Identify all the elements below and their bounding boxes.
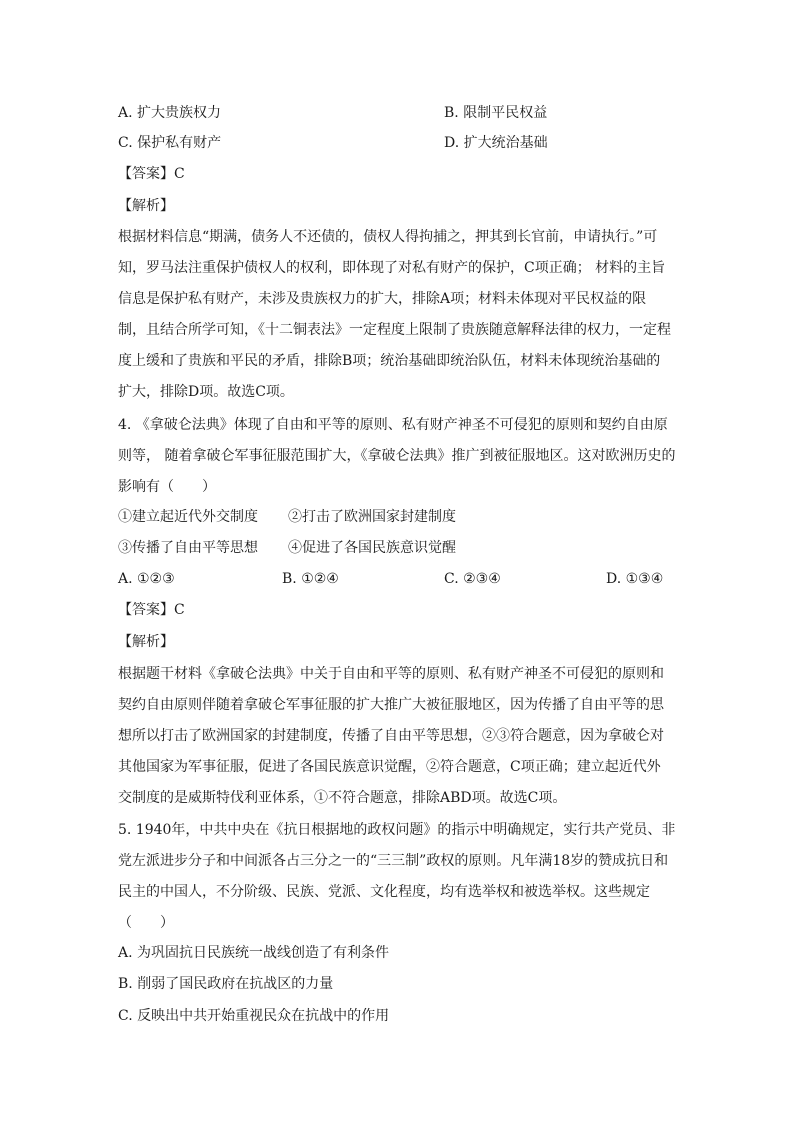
q4-stem-line: 4. 《拿破仑法典》体现了自由和平等的原则、私有财产神圣不可侵犯的原则和契约自由原 [118, 417, 668, 433]
q4-item-2: ②打击了欧洲国家封建制度 [288, 509, 456, 525]
q3-analysis-line: 知，罗马法注重保护债权人的权利，即体现了对私有财产的保护，C项正确； 材料的主旨 [118, 260, 666, 276]
q4-analysis-line: 根据题干材料《拿破仑法典》中关于自由和平等的原则、私有财产神圣不可侵犯的原则和 [118, 666, 664, 682]
q4-item-3: ③传播了自由平等思想 [118, 540, 258, 556]
q4-option-d: D. ①③④ [606, 571, 664, 587]
q5-stem-line: 党左派进步分子和中间派各占三分之一的“三三制”政权的原则。凡年满18岁的赞成抗日和 [118, 853, 669, 869]
q4-analysis-line: 交制度的是威斯特伐利亚体系，①不符合题意，排除ABD项。故选C项。 [118, 790, 567, 806]
q5-option-a: A. 为巩固抗日民族统一战线创造了有利条件 [118, 945, 390, 961]
q4-stem-line: 影响有（ ） [118, 479, 216, 495]
q4-item-1: ①建立起近代外交制度 [118, 509, 258, 525]
q4-option-c: C. ②③④ [444, 571, 501, 587]
q3-analysis-label: 【解析】 [118, 198, 174, 214]
q4-item-4: ④促进了各国民族意识觉醒 [288, 540, 456, 556]
q4-analysis-line: 其他国家为军事征服，促进了各国民族意识觉醒，②符合题意，C项正确；建立起近代外 [118, 759, 661, 775]
q3-analysis-line: 度上缓和了贵族和平民的矛盾，排除B项；统治基础即统治队伍，材料未体现统治基础的 [118, 353, 661, 369]
q4-stem-line: 则等， 随着拿破仑军事征服范围扩大，《拿破仑法典》推广到被征服地区。这对欧洲历史的 [118, 448, 676, 464]
q3-analysis-line: 信息是保护私有财产，未涉及贵族权力的扩大，排除A项；材料未体现对平民权益的限 [118, 291, 647, 307]
q3-option-a: A. 扩大贵族权力 [118, 105, 222, 121]
q3-analysis-line: 制，且结合所学可知，《十二铜表法》一定程度上限制了贵族随意解释法律的权力，一定程 [118, 322, 671, 338]
q4-stem [118, 410, 678, 503]
q4-analysis-line: 想所以打击了欧洲国家的封建制度，传播了自由平等思想，②③符合题意，因为拿破仑对 [118, 728, 664, 744]
q3-option-d: D. 扩大统治基础 [444, 135, 548, 151]
q4-answer: 【答案】C [118, 602, 185, 618]
q5-option-b: B. 削弱了国民政府在抗战区的力量 [118, 976, 334, 992]
q3-analysis [118, 222, 678, 408]
q5-stem [118, 815, 678, 939]
q4-option-a: A. ①②③ [118, 571, 175, 587]
q4-analysis-line: 契约自由原则伴随着拿破仑军事征服的扩大推广大被征服地区，因为传播了自由平等的思 [118, 697, 664, 713]
q5-stem-line: （ ） [118, 915, 174, 931]
q3-analysis-line: 根据材料信息“期满，债务人不还债的，债权人得拘捕之，押其到长官前，申请执行。”可 [118, 229, 658, 245]
q3-option-b: B. 限制平民权益 [444, 105, 548, 121]
q4-analysis-label: 【解析】 [118, 634, 174, 650]
q3-analysis-line: 扩大，排除D项。故选C项。 [118, 384, 294, 400]
q4-analysis [118, 659, 678, 814]
q5-stem-line: 5. 1940年，中共中央在《抗日根据地的政权问题》的指示中明确规定，实行共产党员、非 [118, 822, 676, 838]
q3-option-c: C. 保护私有财产 [118, 135, 222, 151]
q4-option-b: B. ①②④ [282, 571, 339, 587]
q3-answer: 【答案】C [118, 166, 185, 182]
q5-stem-line: 民主的中国人，不分阶级、民族、党派、文化程度，均有选举权和被选举权。这些规定 [118, 884, 650, 900]
q5-option-c: C. 反映出中共开始重视民众在抗战中的作用 [118, 1008, 390, 1024]
